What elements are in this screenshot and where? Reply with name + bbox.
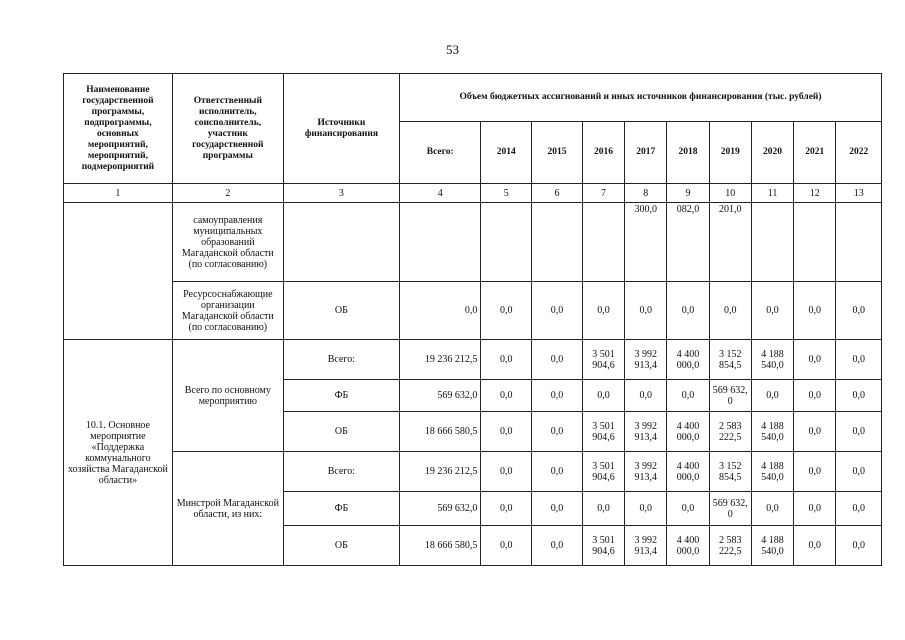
value-cell: 0,0	[667, 492, 709, 526]
index-cell: 7	[582, 184, 624, 203]
value-cell: 0,0	[836, 380, 882, 412]
header-total: Всего:	[400, 122, 481, 184]
value-cell: 19 236 212,5	[400, 452, 481, 492]
value-cell: 19 236 212,5	[400, 340, 481, 380]
header-year: 2020	[751, 122, 793, 184]
value-cell: 569 632,0	[400, 380, 481, 412]
value-cell: 0,0	[836, 412, 882, 452]
header-name: Наименование государственной программы, подпрограммы, основных мероприятий, мероприятий, подмероприятий	[64, 74, 173, 184]
value-cell: 0,0	[836, 492, 882, 526]
index-cell: 3	[283, 184, 399, 203]
header-year: 2015	[532, 122, 583, 184]
value-cell	[400, 203, 481, 282]
value-cell: 0,0	[481, 492, 532, 526]
value-cell: 0,0	[481, 452, 532, 492]
value-cell: 3 501 904,6	[582, 526, 624, 566]
header-year: 2014	[481, 122, 532, 184]
index-cell: 6	[532, 184, 583, 203]
value-cell: 3 992 913,4	[625, 412, 667, 452]
table-row	[64, 340, 882, 380]
value-cell: 082,0	[667, 203, 709, 282]
value-cell: 0,0	[836, 452, 882, 492]
value-cell: 4 188 540,0	[751, 526, 793, 566]
value-cell: 0,0	[481, 282, 532, 340]
value-cell: 0,0	[751, 282, 793, 340]
value-cell: 0,0	[481, 380, 532, 412]
value-cell: 4 188 540,0	[751, 412, 793, 452]
index-cell: 4	[400, 184, 481, 203]
executor-cell: самоуправления муниципальных образований Магаданской области (по согласованию)	[172, 203, 283, 282]
value-cell: 0,0	[481, 526, 532, 566]
value-cell: 0,0	[582, 282, 624, 340]
value-cell: 0,0	[481, 412, 532, 452]
value-cell: 0,0	[625, 492, 667, 526]
value-cell: 201,0	[709, 203, 751, 282]
index-cell: 1	[64, 184, 173, 203]
source-cell: Всего:	[283, 452, 399, 492]
header-executor: Ответственный исполнитель, соисполнитель, участник государственной программы	[172, 74, 283, 184]
executor-cell: Всего по основному мероприятию	[172, 340, 283, 452]
executor-cell: Ресурсоснабжающие организации Магаданской области (по согласованию)	[172, 282, 283, 340]
value-cell: 4 400 000,0	[667, 340, 709, 380]
value-cell: 18 666 580,5	[400, 526, 481, 566]
value-cell	[794, 203, 836, 282]
value-cell: 569 632, 0	[709, 380, 751, 412]
value-cell: 3 152 854,5	[709, 340, 751, 380]
value-cell: 0,0	[532, 412, 583, 452]
value-cell: 0,0	[794, 282, 836, 340]
value-cell: 0,0	[836, 340, 882, 380]
source-cell: ОБ	[283, 412, 399, 452]
value-cell: 0,0	[794, 452, 836, 492]
budget-table	[63, 73, 882, 566]
value-cell: 4 400 000,0	[667, 412, 709, 452]
name-cell-empty	[64, 203, 173, 340]
value-cell: 3 992 913,4	[625, 526, 667, 566]
index-cell: 13	[836, 184, 882, 203]
header-year: 2019	[709, 122, 751, 184]
value-cell	[751, 203, 793, 282]
index-cell: 8	[625, 184, 667, 203]
value-cell: 3 992 913,4	[625, 340, 667, 380]
value-cell: 0,0	[532, 492, 583, 526]
header-volume: Объем бюджетных ассигнований и иных источников финансирования (тыс. рублей)	[400, 74, 882, 122]
value-cell: 4 400 000,0	[667, 452, 709, 492]
header-year: 2018	[667, 122, 709, 184]
header-year: 2022	[836, 122, 882, 184]
index-row	[64, 184, 882, 203]
value-cell	[481, 203, 532, 282]
value-cell: 3 992 913,4	[625, 452, 667, 492]
index-cell: 10	[709, 184, 751, 203]
value-cell	[532, 203, 583, 282]
value-cell: 0,0	[794, 526, 836, 566]
value-cell: 0,0	[794, 492, 836, 526]
value-cell	[582, 203, 624, 282]
value-cell: 0,0	[532, 452, 583, 492]
value-cell: 4 188 540,0	[751, 340, 793, 380]
value-cell: 0,0	[667, 282, 709, 340]
value-cell: 569 632, 0	[709, 492, 751, 526]
value-cell: 0,0	[667, 380, 709, 412]
value-cell: 0,0	[625, 282, 667, 340]
value-cell: 3 501 904,6	[582, 412, 624, 452]
value-cell: 300,0	[625, 203, 667, 282]
index-cell: 9	[667, 184, 709, 203]
header-year: 2017	[625, 122, 667, 184]
value-cell: 0,0	[836, 526, 882, 566]
value-cell: 0,0	[751, 492, 793, 526]
source-cell: ОБ	[283, 526, 399, 566]
table-row	[64, 282, 882, 340]
measure-name-cell: 10.1. Основное мероприятие «Поддержка коммунального хозяйства Магаданской области»	[64, 340, 173, 566]
value-cell: 0,0	[481, 340, 532, 380]
value-cell: 0,0	[532, 282, 583, 340]
table-row	[64, 452, 882, 492]
source-cell: ФБ	[283, 492, 399, 526]
value-cell: 0,0	[751, 380, 793, 412]
value-cell: 0,0	[532, 340, 583, 380]
value-cell: 0,0	[794, 340, 836, 380]
value-cell: 0,0	[532, 526, 583, 566]
value-cell: 18 666 580,5	[400, 412, 481, 452]
source-cell: ОБ	[283, 282, 399, 340]
index-cell: 2	[172, 184, 283, 203]
value-cell: 3 152 854,5	[709, 452, 751, 492]
executor-cell: Минстрой Магаданской области, из них:	[172, 452, 283, 566]
table-row	[64, 203, 882, 282]
value-cell: 0,0	[794, 412, 836, 452]
value-cell: 0,0	[709, 282, 751, 340]
value-cell: 3 501 904,6	[582, 452, 624, 492]
value-cell: 569 632,0	[400, 492, 481, 526]
page-number: 53	[446, 42, 459, 57]
value-cell	[836, 203, 882, 282]
index-cell: 12	[794, 184, 836, 203]
value-cell: 0,0	[794, 380, 836, 412]
value-cell: 0,0	[582, 492, 624, 526]
value-cell: 0,0	[582, 380, 624, 412]
value-cell: 3 501 904,6	[582, 340, 624, 380]
value-cell: 0,0	[625, 380, 667, 412]
source-cell: ФБ	[283, 380, 399, 412]
source-cell	[283, 203, 399, 282]
source-cell: Всего:	[283, 340, 399, 380]
value-cell: 2 583 222,5	[709, 412, 751, 452]
header-year: 2021	[794, 122, 836, 184]
value-cell: 0,0	[400, 282, 481, 340]
value-cell: 4 188 540,0	[751, 452, 793, 492]
value-cell: 2 583 222,5	[709, 526, 751, 566]
value-cell: 0,0	[836, 282, 882, 340]
header-source: Источники финансирования	[283, 74, 399, 184]
header-year: 2016	[582, 122, 624, 184]
index-cell: 5	[481, 184, 532, 203]
index-cell: 11	[751, 184, 793, 203]
value-cell: 4 400 000,0	[667, 526, 709, 566]
value-cell: 0,0	[532, 380, 583, 412]
